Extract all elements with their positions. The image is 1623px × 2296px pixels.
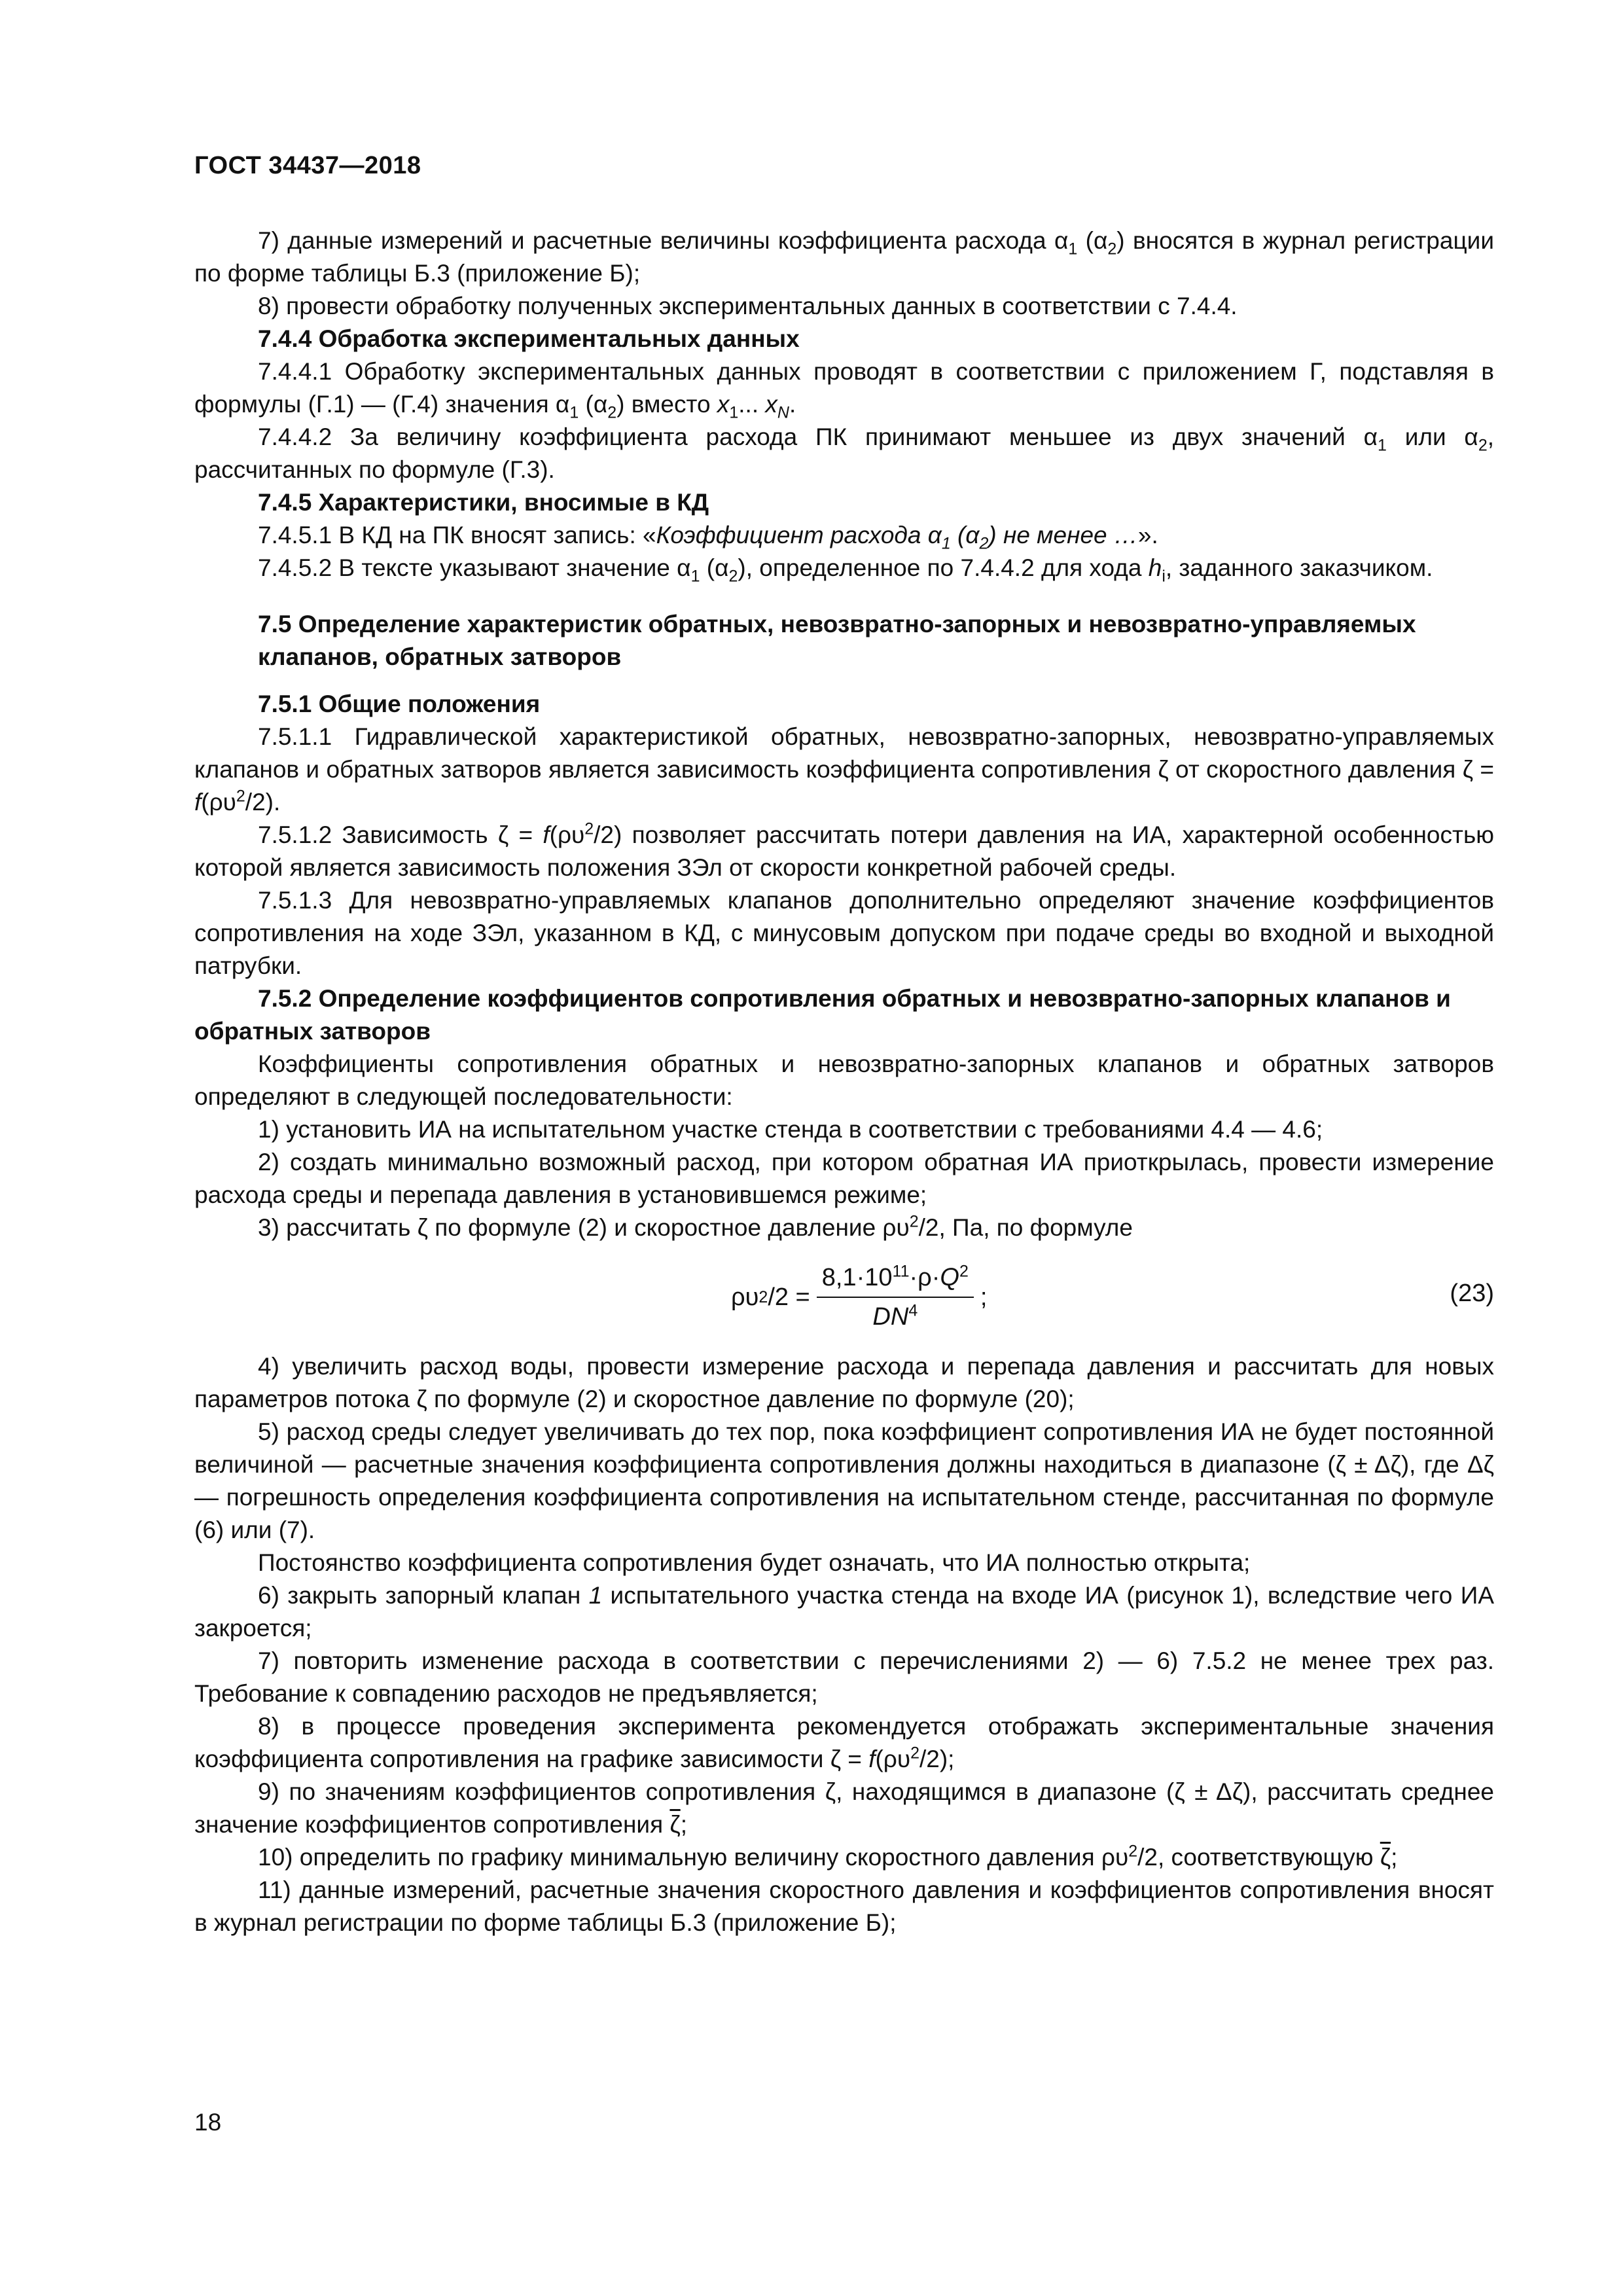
step-10: 10) определить по графику минимальную величину скоростного давления $\rho\upsilon^2/2$, соответствующую $\overline{\zeta}$; — [258, 1842, 1398, 1871]
paragraph-item-8: 8) провести обработку полученных экспериментальных данных в соответствии с 7.4.4. — [258, 293, 1238, 319]
step-7: 7) повторить изменение расхода в соответствии с перечислениями 2) — 6) 7.5.2 не менее трех раз. Требование к совпадению расходов не предъявляется; — [194, 1647, 1494, 1707]
step-4: 4) увеличить расход воды, провести измерение расхода и перепада давления и рассчитать для новых параметров потока ζ по формуле (2) и скоростное давление по формуле (20); — [194, 1353, 1494, 1412]
formula-denominator: $DN^4$ — [872, 1301, 918, 1331]
paragraph-7-4-5-2: 7.4.5.2 В тексте указывают значение $\alpha_1$ $(\alpha_2)$, определенное по 7.4.4.2 для хода $h_i$, заданного заказчиком. — [258, 554, 1433, 586]
step-9: 9) по значениям коэффициентов сопротивления ζ, находящимся в диапазоне (ζ ± Δζ), рассчитать среднее значение коэффициентов сопротивления $\overline{\zeta}$; — [194, 1778, 1494, 1838]
paragraph-7-4-4-1: 7.4.4.1 Обработку экспериментальных данных проводят в соответствии с приложением Г, подставляя в формулы (Г.1) — (Г.4) значения $\alpha_1$ $(\alpha_2)$ вместо $x_1$... $x_N$. — [194, 358, 1494, 422]
step-2: 2) создать минимально возможный расход, при котором обратная ИА приоткрылась, провести измерение расхода среды и перепада давления в установившемся режиме; — [194, 1149, 1494, 1208]
step-6: 6) закрыть запорный клапан 1 испытательного участка стенда на входе ИА (рисунок 1), вследствие чего ИА закроется; — [194, 1582, 1494, 1641]
step-11: 11) данные измерений, расчетные значения скоростного давления и коэффициентов сопротивления вносят в журнал регистрации по форме таблицы Б.3 (приложение Б); — [194, 1876, 1494, 1936]
heading-7-5-2: 7.5.2 Определение коэффициентов сопротивления обратных и невозвратно-запорных клапанов и обратных затворов — [194, 985, 1451, 1045]
step-8: 8) в процессе проведения эксперимента рекомендуется отображать экспериментальные значения коэффициента сопротивления на графике зависимости $\zeta = f(\rho\upsilon^2/2)$; — [194, 1713, 1494, 1772]
paragraph-7-5-1-1: 7.5.1.1 Гидравлической характеристикой обратных, невозвратно-запорных, невозвратно-управляемых клапанов и обратных затворов является зависимость коэффициента сопротивления ζ от скоростного давления $\zeta = f(\rho\upsilon^2/2)$. — [194, 723, 1494, 816]
paragraph-7-5-1-2: 7.5.1.2 Зависимость $\zeta = f(\rho\upsilon^2/2)$ позволяет рассчитать потери давления на ИА, характерной особенностью которой является зависимость положения ЗЭл от скорости конкретной рабочей среды. — [194, 819, 1494, 881]
formula-numerator: $8,1\cdot 10^{11}\cdot\rho\cdot Q^2$ — [817, 1261, 974, 1298]
paragraph-7-4-4-2: 7.4.4.2 За величину коэффициента расхода ПК принимают меньшее из двух значений $\alpha_1$ или $\alpha_2$, рассчитанных по формуле (Г.3). — [194, 423, 1494, 483]
paragraph-7-4-5-1: 7.4.5.1 В КД на ПК вносят запись: «Коэффициент расхода $\alpha_1$ $(\alpha_2)$ не менее …». — [258, 522, 1158, 553]
page-number: 18 — [194, 2109, 222, 2136]
step-1: 1) установить ИА на испытательном участке стенда в соответствии с требованиями 4.4 — 4.6; — [258, 1116, 1323, 1143]
paragraph-7-5-1-3: 7.5.1.3 Для невозвратно-управляемых клапанов дополнительно определяют значение коэффициентов сопротивления на ходе ЗЭл, указанном в КД, с минусовым допуском при подаче среды во входной и выходной патрубки. — [194, 887, 1494, 979]
heading-7-5-1: 7.5.1 Общие положения — [258, 691, 541, 717]
step-5: 5) расход среды следует увеличивать до тех пор, пока коэффициент сопротивления ИА не будет постоянной величиной — расчетные значения коэффициента сопротивления должны находиться в диапазоне (ζ ± Δζ), где Δζ — погрешность определения коэффициента сопротивления на испытательном стенде, рассчитанная по формуле (6) или (7). — [194, 1418, 1494, 1543]
document-body — [194, 224, 1494, 1939]
step-3: 3) рассчитать ζ по формуле (2) и скоростное давление $\rho\upsilon^2/2$, Па, по формуле — [258, 1212, 1133, 1241]
step-5-note: Постоянство коэффициента сопротивления будет означать, что ИА полностью открыта; — [258, 1549, 1251, 1576]
formula-23 — [194, 1244, 1494, 1350]
heading-7-5: 7.5 Определение характеристик обратных, невозвратно-запорных и невозвратно-управляемых клапанов, обратных затворов — [258, 611, 1416, 670]
heading-7-4-5: 7.4.5 Характеристики, вносимые в КД — [258, 489, 709, 516]
formula-fraction — [817, 1261, 974, 1333]
heading-7-4-4: 7.4.4 Обработка экспериментальных данных — [258, 325, 800, 352]
formula-expression: ρυ 2 /2 = $\frac{8,1\cdot 10^{11}\cdot\rho\cdot Q^2}{DN^4}$ ; — [731, 1253, 987, 1341]
document-header: ГОСТ 34437—2018 — [194, 152, 421, 179]
paragraph-intro: Коэффициенты сопротивления обратных и невозвратно-запорных клапанов и обратных затворов определяют в следующей последовательности: — [194, 1050, 1494, 1110]
paragraph-item-7: 7) данные измерений и расчетные величины коэффициента расхода $\alpha_1$ $(\alpha_2)$ вносятся в журнал регистрации по форме таблицы Б.3 (приложение Б); — [194, 227, 1494, 287]
formula-number: (23) — [1450, 1280, 1494, 1307]
